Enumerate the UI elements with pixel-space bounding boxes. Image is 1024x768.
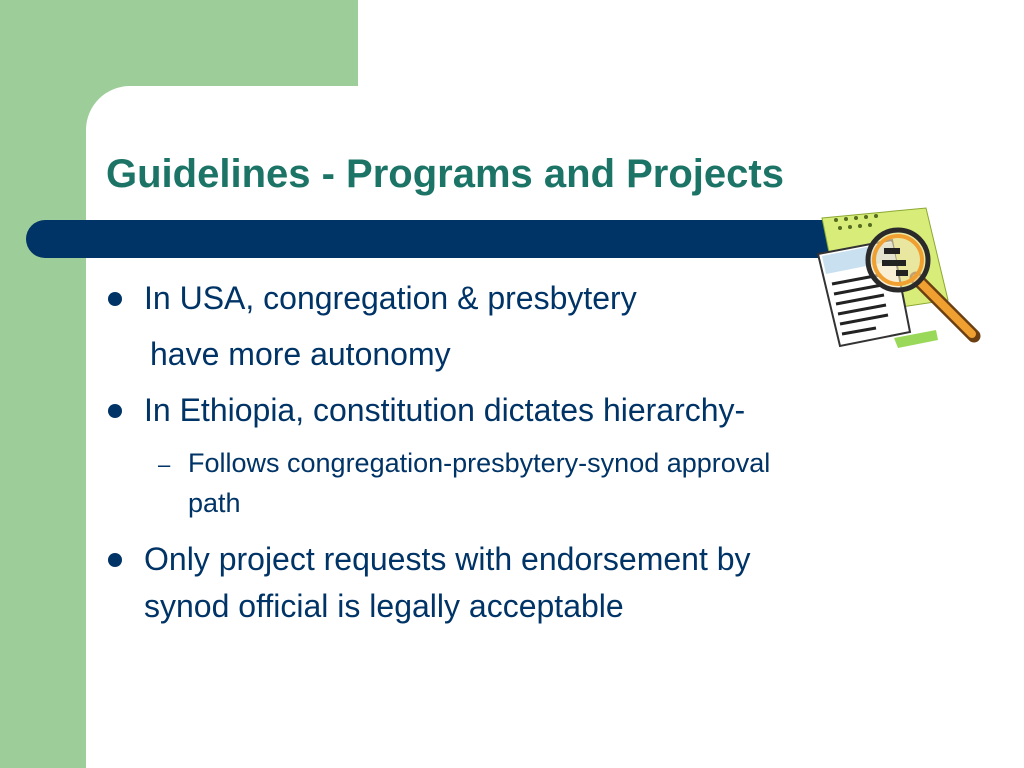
bullet-dot (108, 553, 122, 567)
sub-bullet-dash: – (158, 452, 171, 477)
document-magnifier-icon (814, 204, 990, 352)
slide-title: Guidelines - Programs and Projects (106, 152, 784, 196)
bullet-1-line-2: have more autonomy (150, 336, 451, 372)
bullet-dot (108, 292, 122, 306)
title-divider-bar (26, 220, 856, 258)
bullet-dot (108, 404, 122, 418)
bullet-1-line-1: In USA, congregation & presbytery (144, 280, 637, 316)
sub-bullet-line-1: Follows congregation-presbytery-synod approval (188, 448, 771, 478)
sub-bullet-line-2: path (188, 488, 241, 518)
bullet-2-line-1: In Ethiopia, constitution dictates hierarchy- (144, 392, 746, 428)
bullet-3-line-2: synod official is legally acceptable (144, 588, 624, 624)
bullet-3-line-1: Only project requests with endorsement by (144, 541, 751, 577)
